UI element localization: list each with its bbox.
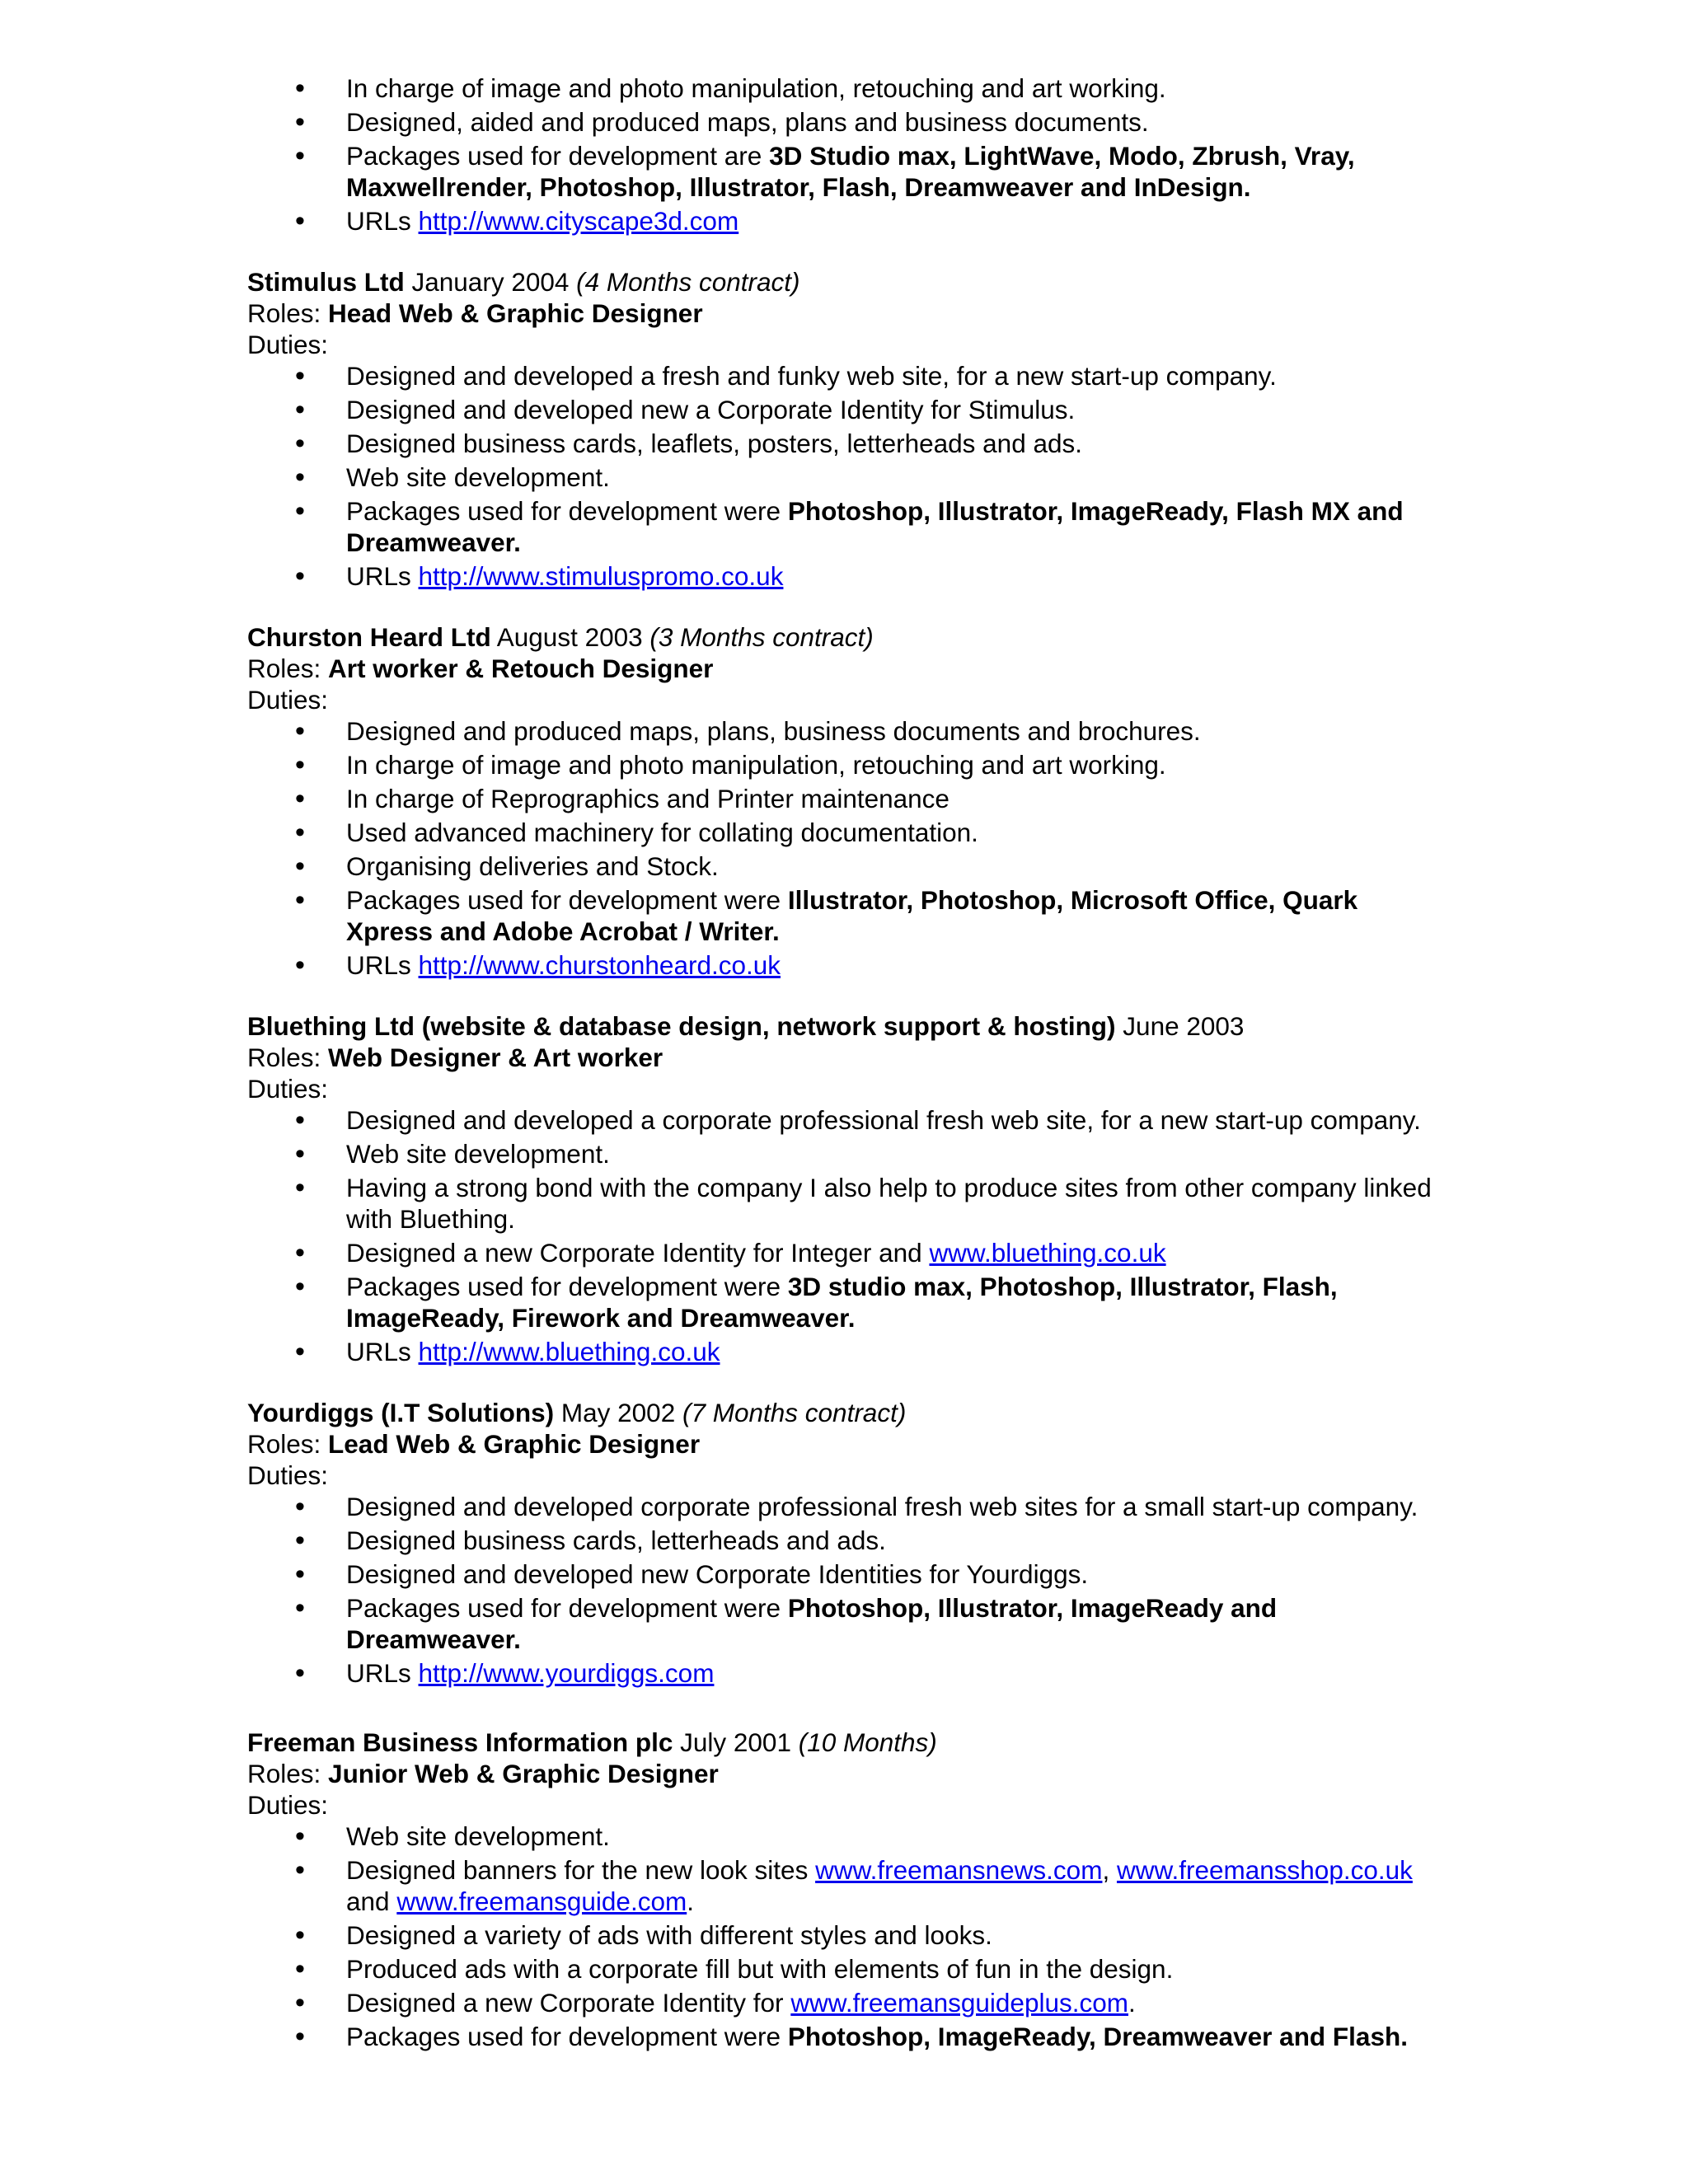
url-link[interactable]: http://www.churstonheard.co.uk [418,950,781,980]
list-item [247,360,1451,391]
resume-page [247,73,1451,2055]
list-item [247,715,1451,747]
item-text: In charge of image and photo manipulation, retouching and art working. [346,750,1166,780]
company-name: Churston Heard Ltd [247,622,491,652]
list-item [247,1592,1451,1655]
item-text: Packages used for development were [346,1272,788,1301]
job-date: August 2003 [490,622,650,652]
list-item [247,428,1451,459]
packages-list: Photoshop, ImageReady, Dreamweaver and Flash. [787,2022,1408,2051]
role-title: Lead Web & Graphic Designer [328,1429,701,1459]
item-text: Packages used for development are [346,141,770,171]
url-link[interactable]: http://www.yourdiggs.com [418,1658,715,1688]
cityscape-duties-list [247,73,1451,237]
job-roles [247,1042,1451,1073]
list-item [247,394,1451,425]
job-entry [247,1010,1451,1367]
item-text: Web site development. [346,462,610,492]
company-name: Bluething Ltd (website & database design, network support & hosting) [247,1011,1116,1041]
item-text: Designed a new Corporate Identity for [346,1988,791,2018]
item-text: Web site development. [346,1139,610,1169]
item-text: Organising deliveries and Stock. [346,851,719,881]
packages-list: Photoshop, Illustrator, ImageReady and Dreamweaver. [346,1593,1278,1654]
url-link[interactable]: http://www.bluething.co.uk [418,1337,720,1366]
company-name: Freeman Business Information plc [247,1727,673,1757]
list-item [247,783,1451,814]
role-title: Art worker & Retouch Designer [328,654,714,683]
list-item [247,851,1451,882]
list-item [247,73,1451,104]
item-text: Packages used for development were [346,2022,788,2051]
role-title: Head Web & Graphic Designer [328,298,703,328]
list-item [247,1525,1451,1556]
item-text: Designed and developed a fresh and funky web site, for a new start-up company. [346,361,1277,391]
separator: . [687,1886,694,1916]
item-text: Packages used for development were [346,496,788,526]
item-text: Packages used for development were [346,1593,788,1623]
item-text: Designed and developed new a Corporate Identity for Stimulus. [346,395,1076,424]
list-item [247,817,1451,848]
item-text: Having a strong bond with the company I also help to produce sites from other company linked with Bluething. [346,1173,1432,1234]
item-text: Designed a variety of ads with different styles and looks. [346,1920,992,1950]
url-link[interactable]: www.freemansguideplus.com [790,1988,1128,2018]
duties-list [247,360,1451,592]
list-item [247,1558,1451,1590]
job-roles [247,298,1451,329]
list-item [247,1657,1451,1689]
duties-label: Duties: [247,685,329,715]
job-duration: (10 Months) [798,1727,937,1757]
job-heading [247,621,1451,653]
job-heading [247,266,1451,298]
packages-list: Illustrator, Photoshop, Microsoft Office, Quark Xpress and Adobe Acrobat / Writer. [346,885,1358,946]
item-text: Designed business cards, leaflets, posters, letterheads and ads. [346,429,1083,458]
duties-label: Duties: [247,330,329,359]
list-item [247,1491,1451,1522]
list-item [247,1237,1451,1268]
list-item [247,205,1451,237]
roles-label: Roles: [247,654,329,683]
duties-label: Duties: [247,1074,329,1104]
item-text: Designed and developed corporate professional fresh web sites for a small start-up company. [346,1492,1418,1521]
job-date: January 2004 [404,267,577,297]
job-roles [247,1758,1451,1789]
list-item [247,1987,1451,2018]
role-title: Junior Web & Graphic Designer [328,1759,719,1788]
urls-label: URLs [346,1658,419,1688]
list-item [247,1919,1451,1951]
roles-label: Roles: [247,298,329,328]
urls-label: URLs [346,206,419,236]
item-text: Designed and produced maps, plans, business documents and brochures. [346,716,1201,746]
url-link[interactable]: www.freemansnews.com [815,1855,1103,1885]
job-entry [247,1397,1451,1689]
job-date: June 2003 [1115,1011,1245,1041]
job-roles [247,1428,1451,1460]
job-duration: (3 Months contract) [649,622,874,652]
packages-list: 3D Studio max, LightWave, Modo, Zbrush, Vray, Maxwellrender, Photoshop, Illustrator, Flash, Dreamweaver and InDesign. [346,141,1355,202]
job-roles [247,653,1451,684]
url-link[interactable]: http://www.cityscape3d.com [418,206,739,236]
item-text: Used advanced machinery for collating documentation. [346,818,978,847]
job-heading [247,1010,1451,1042]
job-duration: (7 Months contract) [682,1398,907,1427]
list-item [247,1104,1451,1136]
item-text: Packages used for development were [346,885,788,915]
list-item [247,140,1451,203]
company-name: Stimulus Ltd [247,267,405,297]
roles-label: Roles: [247,1429,329,1459]
url-link[interactable]: www.freemansguide.com [396,1886,687,1916]
separator: . [1128,1988,1136,2018]
duties-list [247,1104,1451,1367]
list-item [247,560,1451,592]
job-heading [247,1727,1451,1758]
duties-label: Duties: [247,1460,329,1490]
roles-label: Roles: [247,1043,329,1072]
packages-list: 3D studio max, Photoshop, Illustrator, Flash, ImageReady, Firework and Dreamweaver. [346,1272,1338,1333]
item-text: Web site development. [346,1821,610,1851]
list-item [247,1336,1451,1367]
list-item [247,1172,1451,1235]
list-item [247,106,1451,138]
list-item [247,462,1451,493]
job-entry [247,266,1451,592]
job-entry [247,1727,1451,2052]
list-item [247,2021,1451,2052]
list-item [247,1821,1451,1852]
list-item [247,884,1451,947]
list-item [247,1138,1451,1169]
item-text: Designed and developed new Corporate Identities for Yourdiggs. [346,1559,1089,1589]
company-name: Yourdiggs (I.T Solutions) [247,1398,555,1427]
duties-list [247,1491,1451,1689]
job-entry [247,621,1451,981]
roles-label: Roles: [247,1759,329,1788]
url-link[interactable]: www.bluething.co.uk [929,1238,1166,1268]
item-text: Produced ads with a corporate fill but with elements of fun in the design. [346,1954,1174,1984]
item-text: In charge of Reprographics and Printer maintenance [346,784,950,813]
url-link[interactable]: http://www.stimuluspromo.co.uk [418,561,784,591]
item-text: In charge of image and photo manipulation, retouching and art working. [346,73,1166,103]
urls-label: URLs [346,561,419,591]
job-date: May 2002 [554,1398,682,1427]
list-item [247,749,1451,780]
list-item [247,495,1451,558]
item-text: Designed a new Corporate Identity for Integer and [346,1238,930,1268]
item-text: Designed, aided and produced maps, plans and business documents. [346,107,1149,137]
role-title: Web Designer & Art worker [328,1043,663,1072]
duties-list [247,715,1451,981]
duties-list [247,1821,1451,2052]
separator: and [346,1886,397,1916]
item-text: Designed banners for the new look sites [346,1855,816,1885]
list-item [247,1953,1451,1985]
duties-label: Duties: [247,1790,329,1820]
urls-label: URLs [346,1337,419,1366]
list-item [247,1854,1451,1917]
url-link[interactable]: www.freemansshop.co.uk [1116,1855,1413,1885]
job-duration: (4 Months contract) [576,267,800,297]
urls-label: URLs [346,950,419,980]
item-text: Designed and developed a corporate professional fresh web site, for a new start-up company. [346,1105,1421,1135]
packages-list: Photoshop, Illustrator, ImageReady, Flash MX and Dreamweaver. [346,496,1404,557]
list-item [247,949,1451,981]
list-item [247,1271,1451,1333]
job-heading [247,1397,1451,1428]
job-date: July 2001 [673,1727,799,1757]
item-text: Designed business cards, letterheads and ads. [346,1526,886,1555]
separator: , [1102,1855,1117,1885]
